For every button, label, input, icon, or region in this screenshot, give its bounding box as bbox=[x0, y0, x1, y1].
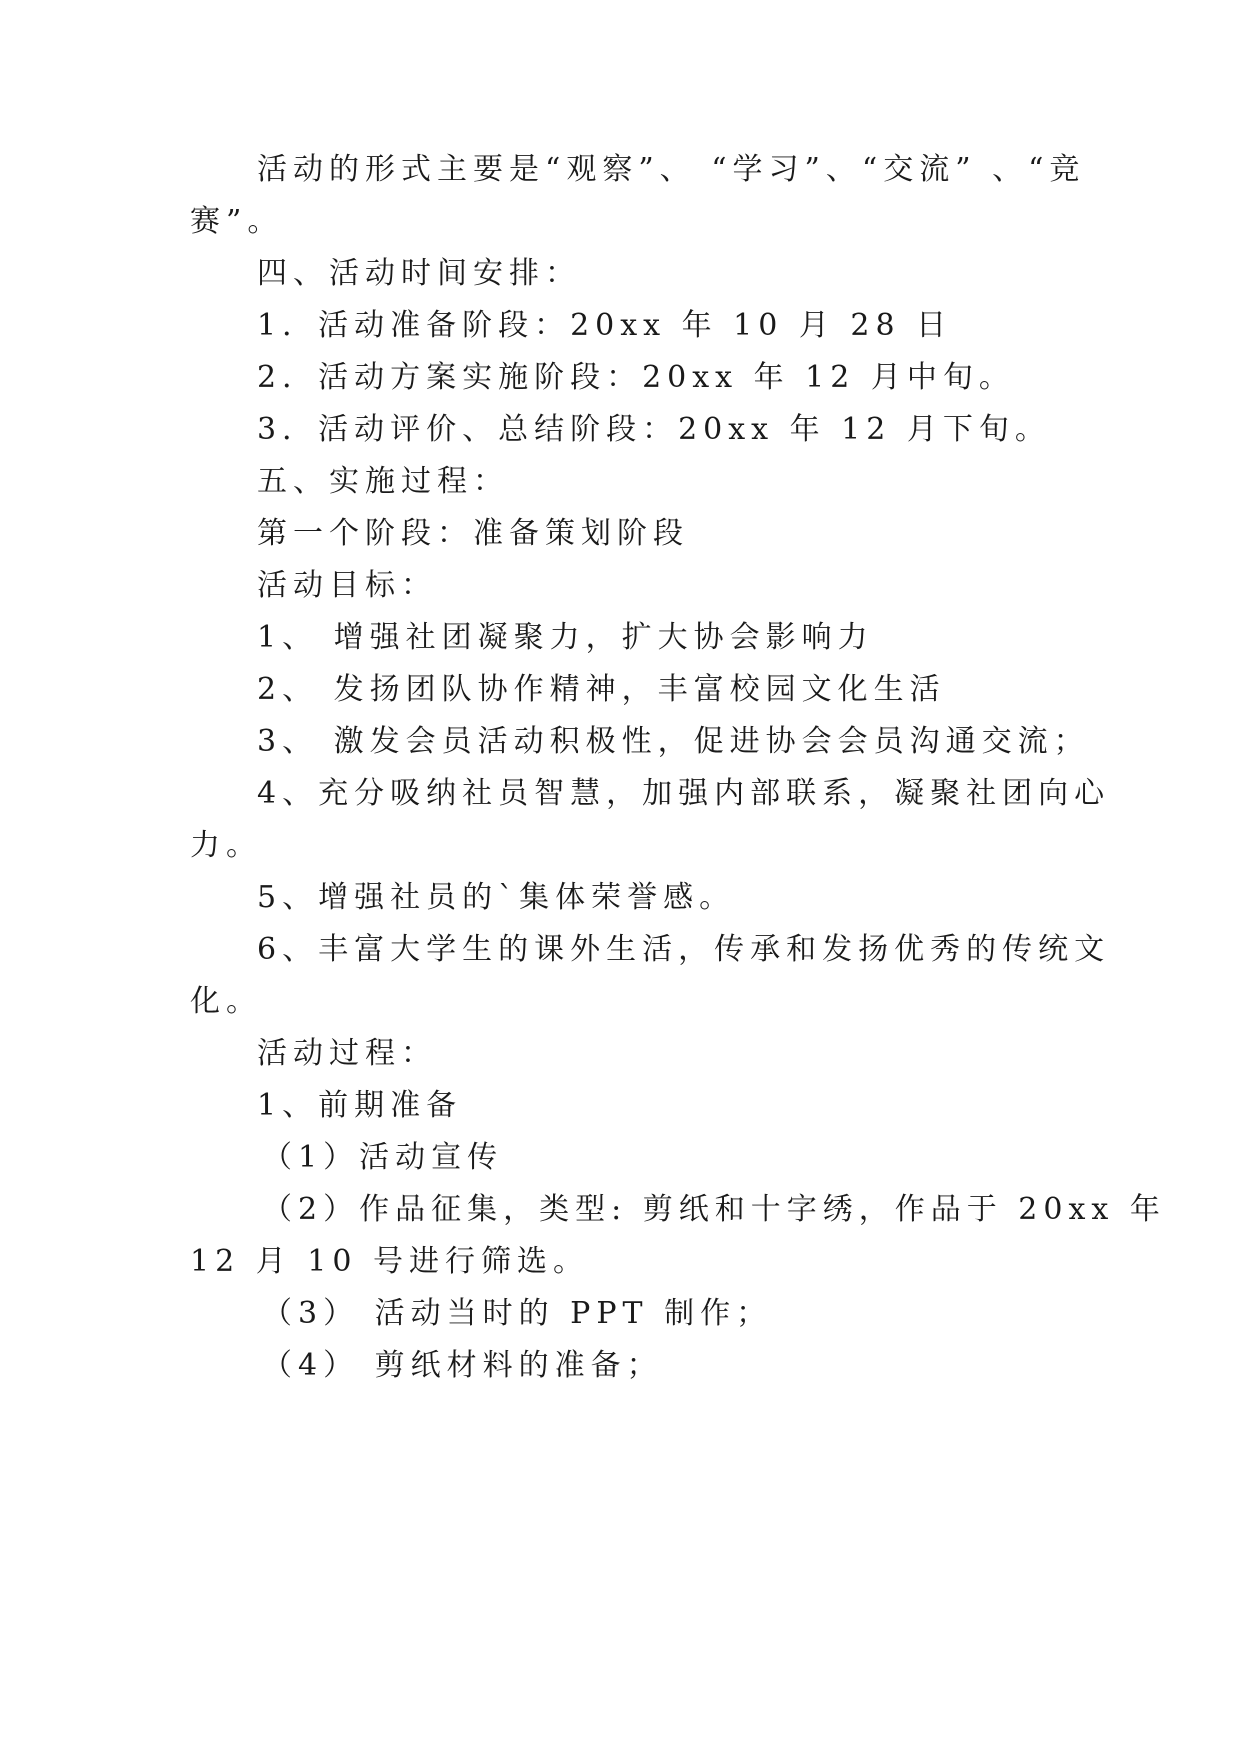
schedule-item-3: 3．活动评价、总结阶段：20xx 年 12 月下旬。 bbox=[257, 412, 1051, 447]
goal-item-2: 2、 发扬团队协作精神，丰富校园文化生活 bbox=[257, 672, 946, 707]
goal-item-6-cont: 化。 bbox=[190, 984, 262, 1019]
goals-heading: 活动目标： bbox=[257, 568, 437, 603]
stage-one-title: 第一个阶段：准备策划阶段 bbox=[257, 516, 689, 551]
process-item-1: 1、前期准备 bbox=[257, 1088, 463, 1123]
goal-item-3: 3、 激发会员活动积极性，促进协会会员沟通交流； bbox=[257, 724, 1090, 759]
paragraph-activity-form: 活动的形式主要是“观察”、 “学习”、“交流” 、“竞 bbox=[257, 152, 1086, 187]
goal-item-5: 5、增强社员的`集体荣誉感。 bbox=[257, 880, 736, 915]
paragraph-activity-form-cont: 赛”。 bbox=[190, 204, 284, 239]
goal-item-1: 1、 增强社团凝聚力，扩大协会影响力 bbox=[257, 620, 874, 655]
schedule-item-1: 1．活动准备阶段：20xx 年 10 月 28 日 bbox=[257, 308, 953, 343]
heading-schedule: 四、活动时间安排： bbox=[257, 256, 581, 291]
process-subitem-2: （2）作品征集，类型: 剪纸和十字绣，作品于 20xx 年 bbox=[262, 1192, 1166, 1227]
heading-process: 五、实施过程： bbox=[257, 464, 509, 499]
process-subitem-2-cont: 12 月 10 号进行筛选。 bbox=[190, 1244, 589, 1279]
goal-item-4: 4、充分吸纳社员智慧，加强内部联系，凝聚社团向心 bbox=[257, 776, 1111, 811]
process-subitem-1: （1）活动宣传 bbox=[262, 1140, 504, 1175]
process-subitem-3: （3） 活动当时的 PPT 制作； bbox=[262, 1296, 773, 1331]
goal-item-6: 6、丰富大学生的课外生活，传承和发扬优秀的传统文 bbox=[257, 932, 1111, 967]
goal-item-4-cont: 力。 bbox=[190, 828, 262, 863]
schedule-item-2: 2．活动方案实施阶段：20xx 年 12 月中旬。 bbox=[257, 360, 1015, 395]
process-subitem-4: （4） 剪纸材料的准备； bbox=[262, 1348, 663, 1383]
process-heading: 活动过程： bbox=[257, 1036, 437, 1071]
